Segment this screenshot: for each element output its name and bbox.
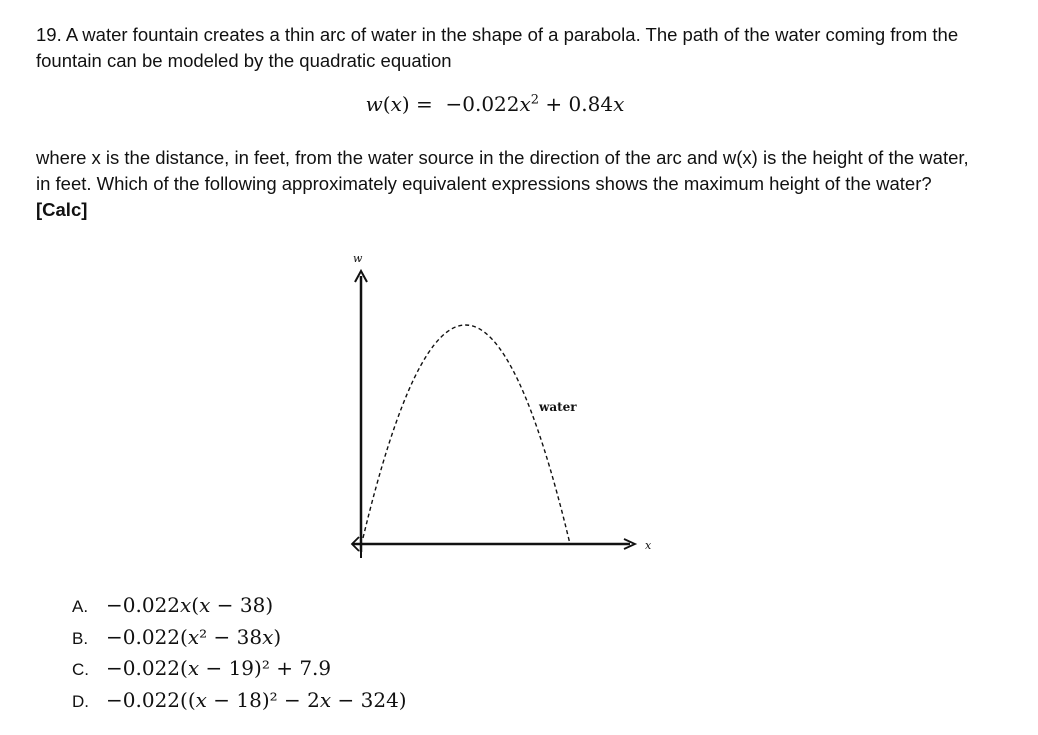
choice-letter: D.: [72, 691, 89, 711]
choice-letter: C.: [72, 660, 89, 679]
x-axis-label: x: [645, 539, 652, 552]
choice-a[interactable]: [72, 590, 407, 622]
calc-tag: [Calc]: [36, 199, 88, 220]
choice-letter: A.: [72, 597, 89, 616]
choice-d[interactable]: [72, 685, 407, 717]
equation-coef2: 0.84: [568, 92, 614, 116]
equation-func: w: [365, 92, 383, 116]
choice-c[interactable]: [72, 653, 407, 685]
question-body: [36, 145, 976, 223]
equation: $w(x) = -0.022x^2 + 0.84x$: [365, 92, 625, 116]
equation-var2: x: [613, 92, 625, 116]
choice-b[interactable]: [72, 622, 407, 654]
equation-exp1: 2: [530, 92, 540, 108]
equation-coef1: −0.022: [445, 92, 520, 116]
choice-expression: −0.022x(x − 38): [106, 593, 274, 617]
choice-expression: −0.022((x − 18)² − 2x − 324): [106, 687, 407, 712]
equation-op: +: [545, 92, 563, 116]
choice-expression: −0.022(x − 19)² + 7.9: [106, 656, 332, 680]
equation-arg: x: [390, 92, 402, 116]
choice-letter: B.: [72, 628, 89, 648]
question-body-text: where x is the distance, in feet, from the water source in the direction of the arc and w(x) is the height of the water, in feet. Which of the following approximately equivalent expressions shows the maximum height of the water?: [36, 147, 969, 194]
y-axis-label: w: [353, 252, 363, 265]
answer-choices: [72, 590, 407, 716]
parabola-graph: [330, 240, 680, 570]
curve-label: water: [539, 400, 577, 414]
equation-var1: x: [519, 92, 531, 116]
question-intro: 19. A water fountain creates a thin arc of water in the shape of a parabola. The path of the water coming from the fountain can be modeled by the quadratic equation: [36, 24, 959, 71]
choice-expression: −0.022(x² − 38x): [106, 624, 282, 649]
water-arc: [363, 325, 570, 544]
